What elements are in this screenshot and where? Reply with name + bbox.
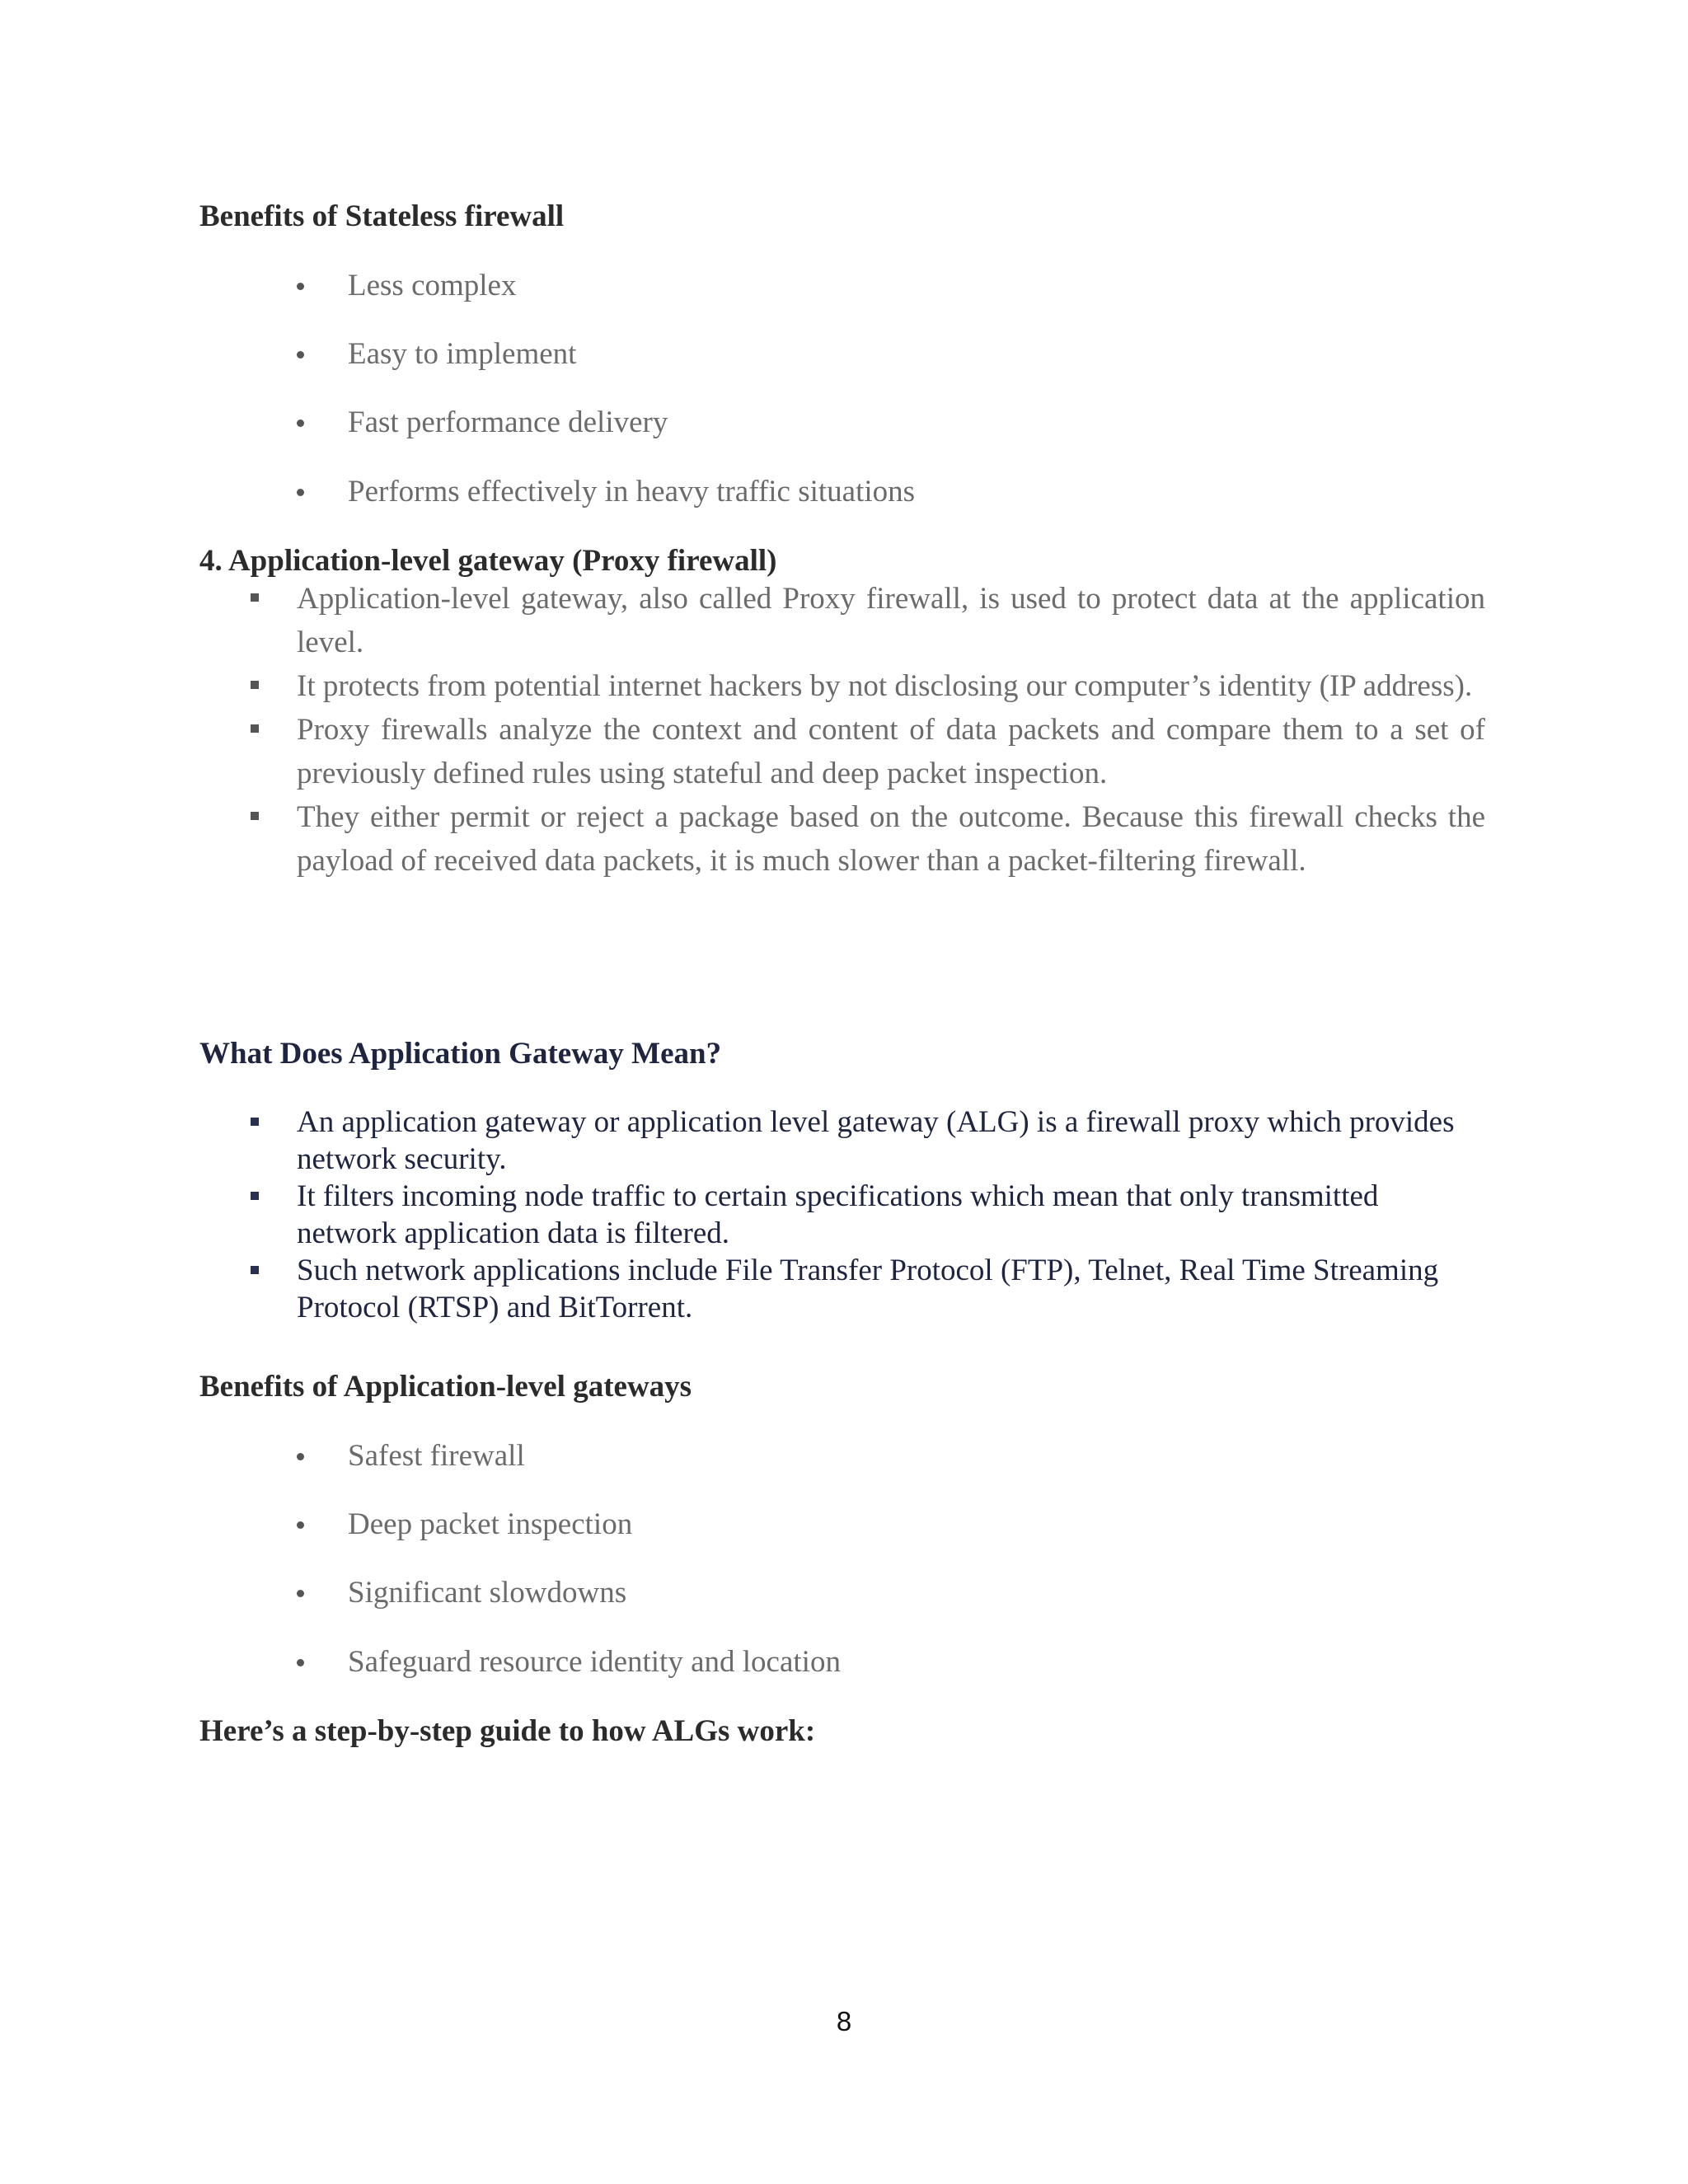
heading-alg-benefits: Benefits of Application-level gateways xyxy=(199,1370,692,1404)
bullet-dot-icon xyxy=(297,489,304,496)
bullet-dot-icon xyxy=(297,1659,304,1666)
gateway-meaning-list xyxy=(247,1104,1485,1326)
list-item: Such network applications include File Transfer Protocol (FTP), Telnet, Real Time Streaming Protocol (RTSP) and BitTorrent. xyxy=(247,1252,1485,1326)
document-page: Benefits of Stateless firewall Less complex Easy to implement Fast performance delivery Performs effectively in heavy traffic situations 4. Application-level gateway (Proxy firewall) Application-level gateway, also called Proxy firewall, is used to protect data at the application level. It protects from potential internet hackers by not disclosing our computer’s identity (IP address). Proxy firewalls analyze the context and content of data packets and compare them to a set of previously defined rules using stateful and deep packet inspection. They either permit or reject a package based on the outcome. Because this firewall checks the payload of received data packets, it is much slower than a packet-filtering firewall. What Does Application Gateway Mean? An application gateway or application level gateway (ALG) is a firewall proxy which provides network security. It filters incoming node traffic to certain specifications which mean that only transmitted network application data is filtered. Such network applications include File Transfer Protocol (FTP), Telnet, Real Time Streaming Protocol (RTSP) and BitTorrent. Benefits of Application-level gateways Safest firewall Deep packet inspection Significant slowdowns Safeguard resource identity and location Here’s a step-by-step guide to how ALGs work: 8 xyxy=(0,0,1688,2184)
heading-stateless-benefits: Benefits of Stateless firewall xyxy=(199,199,565,233)
bullet-square-icon xyxy=(251,593,259,602)
bullet-square-icon xyxy=(251,724,259,733)
bullet-square-icon xyxy=(251,1118,259,1126)
list-item: It filters incoming node traffic to certain specifications which mean that only transmitted network application data is filtered. xyxy=(247,1178,1485,1252)
list-item: It protects from potential internet hackers by not disclosing our computer’s identity (IP address). xyxy=(247,664,1485,708)
heading-alg-guide: Here’s a step-by-step guide to how ALGs work: xyxy=(199,1714,816,1748)
page-number: 8 xyxy=(836,2006,852,2036)
bullet-dot-icon xyxy=(297,351,304,359)
heading-gateway-meaning: What Does Application Gateway Mean? xyxy=(199,1037,722,1071)
proxy-list xyxy=(247,577,1485,883)
list-item: Proxy firewalls analyze the context and content of data packets and compare them to a set of previously defined rules using stateful and deep packet inspection. xyxy=(247,708,1485,795)
list-item: An application gateway or application level gateway (ALG) is a firewall proxy which provides network security. xyxy=(247,1104,1485,1178)
bullet-dot-icon xyxy=(297,1453,304,1460)
bullet-dot-icon xyxy=(297,1521,304,1529)
bullet-dot-icon xyxy=(297,283,304,290)
list-item: They either permit or reject a package based on the outcome. Because this firewall checks the payload of received data packets, it is much slower than a packet-filtering firewall. xyxy=(247,795,1485,883)
heading-proxy-firewall: 4. Application-level gateway (Proxy firewall) xyxy=(199,544,777,578)
list-item: Application-level gateway, also called Proxy firewall, is used to protect data at the application level. xyxy=(247,577,1485,664)
bullet-dot-icon xyxy=(297,419,304,427)
bullet-dot-icon xyxy=(297,1590,304,1597)
bullet-square-icon xyxy=(251,1192,259,1200)
bullet-square-icon xyxy=(251,1266,259,1274)
bullet-square-icon xyxy=(251,681,259,689)
bullet-square-icon xyxy=(251,812,259,820)
